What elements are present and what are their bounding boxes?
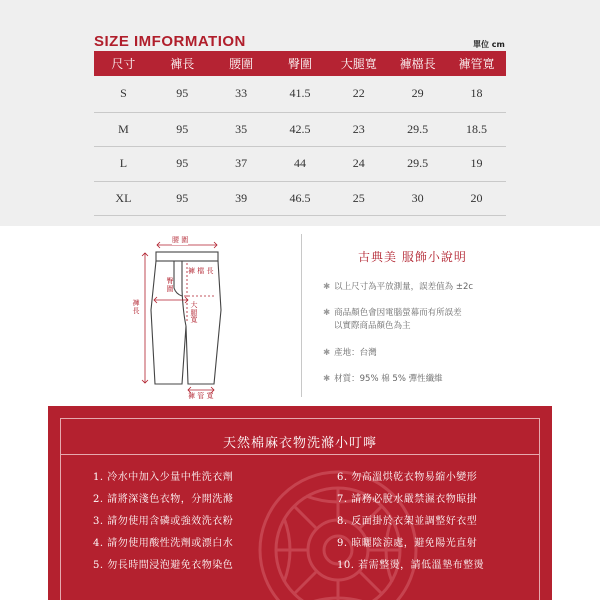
note-text: 產地：台灣 xyxy=(334,348,377,358)
table-cell: 23 xyxy=(329,112,388,147)
wash-tip: 5. 勿長時間浸泡避免衣物染色 xyxy=(93,560,234,571)
table-cell: 39 xyxy=(212,181,271,216)
table-cell: 29 xyxy=(388,76,447,112)
washing-tips-section xyxy=(48,406,552,600)
wash-tip: 9. 晾曬陰涼處，避免陽光直射 xyxy=(337,538,478,549)
table-cell: 46.5 xyxy=(271,181,330,216)
table-cell: 18 xyxy=(447,76,506,112)
header-hem: 褲管寬 xyxy=(458,57,495,71)
wash-tip: 2. 請將深淺色衣物，分開洗滌 xyxy=(93,494,234,505)
label-rise: 褲 檔 長 xyxy=(188,267,214,275)
note-item xyxy=(323,281,473,294)
table-cell: 30 xyxy=(388,181,447,216)
table-cell: 22 xyxy=(329,76,388,112)
table-cell: 95 xyxy=(153,112,212,147)
size-table xyxy=(94,51,506,216)
size-info-section xyxy=(0,0,600,226)
pants-diagram xyxy=(110,230,280,402)
table-cell: 35 xyxy=(212,112,271,147)
note-text: 商品顏色會因電腦螢幕而有所誤差 xyxy=(334,308,462,318)
label-hip: 臀圍 xyxy=(166,277,174,293)
washing-divider xyxy=(60,454,540,455)
table-cell: 42.5 xyxy=(271,112,330,147)
note-item xyxy=(323,307,462,333)
washing-title: 天然棉麻衣物洗滌小叮嚀 xyxy=(222,436,377,451)
table-cell: M xyxy=(94,112,153,147)
size-table-header xyxy=(94,51,506,76)
table-cell: 20 xyxy=(447,181,506,216)
size-info-title: SIZE IMFORMATION xyxy=(94,33,246,50)
wash-tip: 6. 勿高溫烘乾衣物易縮小變形 xyxy=(337,472,478,483)
note-item xyxy=(323,373,443,386)
vertical-divider xyxy=(301,234,302,397)
wash-tip: 8. 反面掛於衣架並調整好衣型 xyxy=(337,516,478,527)
table-cell: 37 xyxy=(212,147,271,182)
notes-title: 古典美 服飾小說明 xyxy=(358,250,467,264)
asterisk-icon: ✱ xyxy=(323,348,331,358)
label-length: 褲長 xyxy=(132,299,140,315)
label-thigh: 大腿寬 xyxy=(190,301,198,325)
table-row xyxy=(94,112,506,147)
table-cell: 24 xyxy=(329,147,388,182)
table-cell: 25 xyxy=(329,181,388,216)
wash-tip: 3. 請勿使用含磷或強效洗衣粉 xyxy=(93,516,234,527)
table-cell: 44 xyxy=(271,147,330,182)
note-item xyxy=(323,347,377,360)
label-waist: 腰 圍 xyxy=(172,236,189,244)
asterisk-icon: ✱ xyxy=(323,308,331,318)
asterisk-icon: ✱ xyxy=(323,282,331,292)
table-cell: XL xyxy=(94,181,153,216)
table-cell: 29.5 xyxy=(388,147,447,182)
table-cell: 29.5 xyxy=(388,112,447,147)
wash-tip: 4. 請勿使用酸性洗劑或漂白水 xyxy=(93,538,234,549)
header-length: 褲長 xyxy=(170,57,195,71)
table-cell: 18.5 xyxy=(447,112,506,147)
header-waist: 腰圍 xyxy=(229,57,254,71)
label-hem: 褲 管 寬 xyxy=(188,392,214,400)
wash-tip: 1. 冷水中加入少量中性洗衣劑 xyxy=(93,472,234,483)
table-cell: 95 xyxy=(153,76,212,112)
header-rise: 褲檔長 xyxy=(399,57,436,71)
note-text-continued: 以實際商品顏色為主 xyxy=(334,321,411,331)
note-text: 材質：95% 棉 5% 彈性纖維 xyxy=(334,374,443,384)
note-text: 以上尺寸為平放測量，誤差值為 ±2c xyxy=(334,282,474,292)
table-cell: 95 xyxy=(153,147,212,182)
asterisk-icon: ✱ xyxy=(323,374,331,384)
table-cell: 33 xyxy=(212,76,271,112)
table-cell: 95 xyxy=(153,181,212,216)
table-cell: S xyxy=(94,76,153,112)
header-thigh: 大腿寬 xyxy=(340,57,377,71)
table-row xyxy=(94,76,506,112)
wash-tip: 7. 請務必脫水嚴禁濕衣物晾掛 xyxy=(337,494,478,505)
unit-label: 單位 cm xyxy=(473,40,505,49)
table-cell: L xyxy=(94,147,153,182)
header-size: 尺寸 xyxy=(111,57,136,71)
table-row xyxy=(94,147,506,182)
wash-tip: 10. 若需整燙，請低溫墊布整燙 xyxy=(337,560,485,571)
table-row xyxy=(94,181,506,216)
header-hip: 臀圍 xyxy=(287,57,312,71)
measurement-section xyxy=(0,226,600,406)
table-cell: 41.5 xyxy=(271,76,330,112)
table-cell: 19 xyxy=(447,147,506,182)
